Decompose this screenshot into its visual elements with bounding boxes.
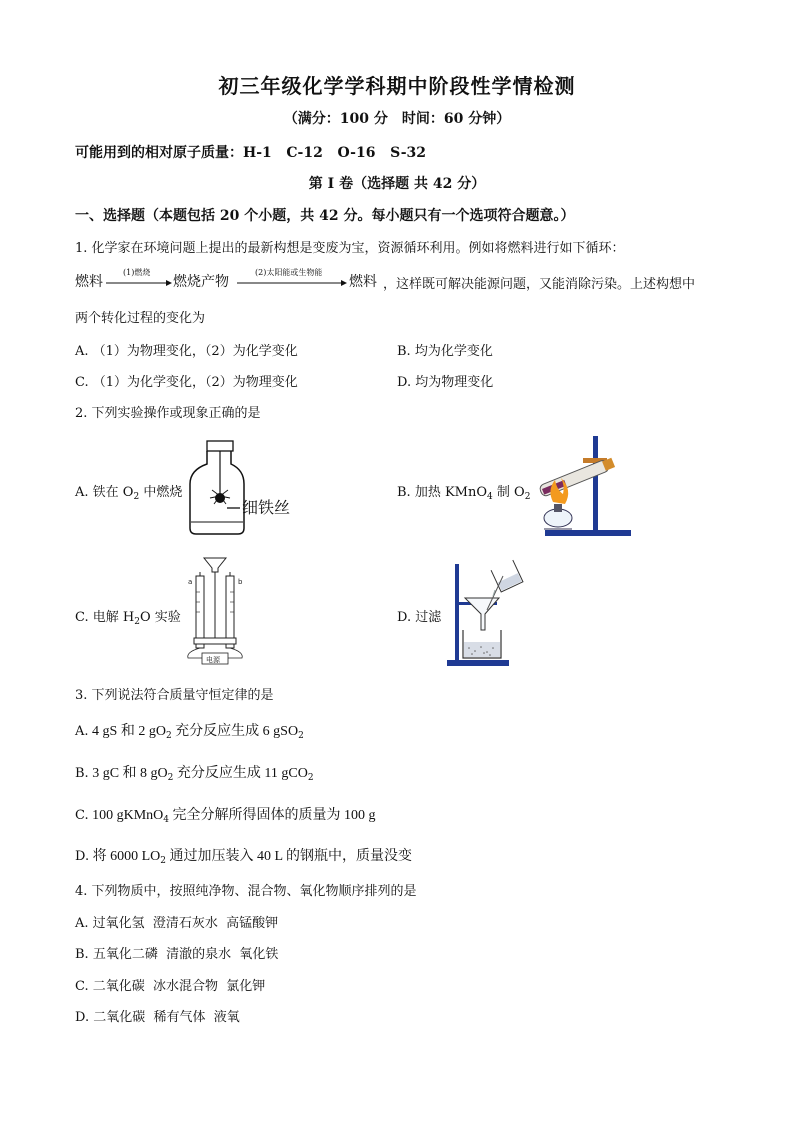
atomic-mass-s: S-32 xyxy=(390,145,427,161)
q4-option-a: A. 过氧化氢 澄清石灰水 高锰酸钾 xyxy=(75,916,279,931)
q3-option-d: D. 将 6000 $LO_2$ 通过加压装入 40 L 的钢瓶中，质量没变 xyxy=(75,849,413,866)
q1-stem-continued: ，这样既可解决能源问题，又能消除污染。上述构想中 xyxy=(383,277,696,292)
q3-option-a: A. 4 gS 和 2 $gO_2$ 充分反应生成 6 gSO$_2$ xyxy=(75,724,304,741)
q2-stem: 2. 下列实验操作或现象正确的是 xyxy=(75,406,261,421)
q1-cycle xyxy=(75,268,735,294)
cycle-arrow1-label: (1)燃烧 xyxy=(123,268,151,277)
arrow-right-icon xyxy=(237,279,347,287)
q2-option-a: A. 铁在 $O_2$ 中燃烧 xyxy=(75,485,183,502)
atomic-mass-h: H-1 xyxy=(243,145,272,161)
exam-info: （满分：100 分 时间：60 分钟） xyxy=(283,111,511,127)
heating-kmno4-apparatus-figure xyxy=(535,432,635,538)
q4-option-c: C. 二氧化碳 冰水混合物 氯化钾 xyxy=(75,979,266,994)
q2-option-c: C. 电解 $H_2O$ 实验 xyxy=(75,610,181,627)
q3-option-b: B. 3 gC 和 8 $gO_2$ 充分反应生成 11 gCO$_2$ xyxy=(75,766,314,783)
q3-option-c: C. 100 gKMnO$_4$ 完全分解所得固体的质量为 100 g xyxy=(75,808,376,825)
q4-option-d: D. 二氧化碳 稀有气体 液氧 xyxy=(75,1010,240,1025)
volume-title: 第 I 卷（选择题 共 42 分） xyxy=(308,176,486,192)
q4-stem: 4. 下列物质中，按照纯净物、混合物、氧化物顺序排列的是 xyxy=(75,884,417,899)
q1-stem-line3: 两个转化过程的变化为 xyxy=(75,311,206,326)
q3-stem: 3. 下列说法符合质量守恒定律的是 xyxy=(75,688,274,703)
q1-option-b: B. 均为化学变化 xyxy=(397,344,493,359)
section-title: 一、选择题（本题包括 20 个小题，共 42 分。每小题只有一个选项符合题意。） xyxy=(75,208,575,224)
power-source-label: 电源 xyxy=(206,656,220,664)
q4-option-b: B. 五氧化二磷 清澈的泉水 氧化铁 xyxy=(75,947,279,962)
svg-text:a: a xyxy=(188,578,193,586)
thin-iron-wire-label: 细铁丝 xyxy=(242,498,291,517)
water-electrolysis-apparatus-figure xyxy=(182,552,248,670)
atomic-mass-label: 可能用到的相对原子质量： xyxy=(75,145,243,161)
q1-option-a: A. （1）为物理变化，（2）为化学变化 xyxy=(75,344,298,359)
page-title: 初三年级化学学科期中阶段性学情检测 xyxy=(218,74,576,98)
q2-option-d: D. 过滤 xyxy=(397,610,442,625)
atomic-mass-o: O-16 xyxy=(337,145,376,161)
q1-option-d: D. 均为物理变化 xyxy=(397,375,494,390)
atomic-mass-c: C-12 xyxy=(286,145,323,161)
cycle-middle: 燃烧产物 xyxy=(173,274,229,290)
iron-burning-in-oxygen-figure xyxy=(185,440,305,538)
atomic-mass-line xyxy=(75,142,426,162)
svg-text:b: b xyxy=(238,578,243,586)
q1-stem: 1. 化学家在环境问题上提出的最新构想是变废为宝，资源循环利用。例如将燃料进行如下循环： xyxy=(75,241,625,256)
q1-option-c: C. （1）为化学变化，（2）为物理变化 xyxy=(75,375,298,390)
cycle-end: 燃料 xyxy=(349,274,377,290)
q2-option-b: B. 加热 KMnO$_4$ 制 $O_2$ xyxy=(397,485,531,502)
filtration-apparatus-figure xyxy=(445,558,533,668)
arrow-right-icon xyxy=(106,279,172,287)
cycle-arrow2-label: (2)太阳能或生物能 xyxy=(255,268,323,277)
cycle-start: 燃料 xyxy=(75,274,103,290)
